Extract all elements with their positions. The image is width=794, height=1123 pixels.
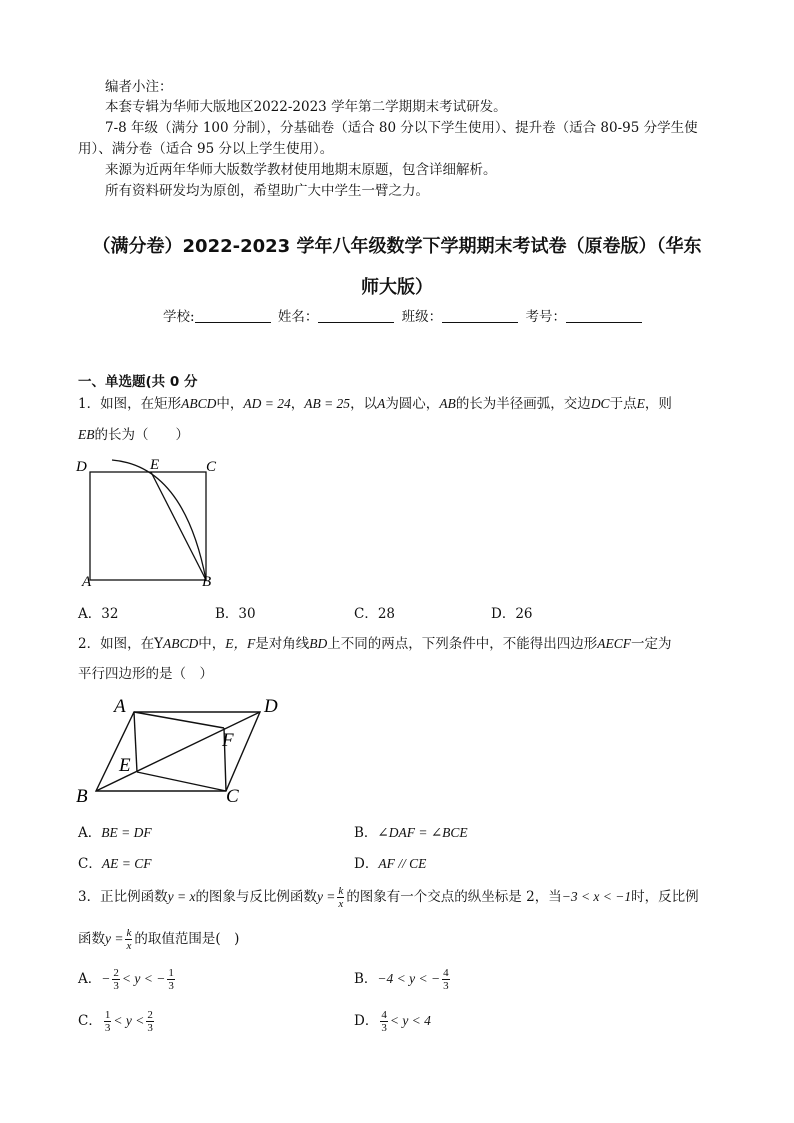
arc-from-a	[112, 460, 206, 580]
label-b: B	[76, 786, 88, 807]
label-c: C	[206, 459, 217, 475]
q1-line-2: EB的长为（ ）	[78, 427, 189, 443]
q2-line-1: 2．如图，在YABCD中，E，F是对角线BD上不同的两点，下列条件中，不能得出四边形AECF一定为	[78, 636, 672, 652]
exam-title-line-2: 师大版）	[361, 277, 433, 298]
q1-line-1: 1．如图，在矩形ABCD中，AD = 24，AB = 25，以A为圆心，AB的长为半径画弧，交边DC于点E，则	[78, 396, 672, 412]
q2-option-d[interactable]: D．AF // CE	[354, 856, 427, 872]
preface-line-1: 编者小注：	[105, 79, 173, 95]
segment-ec	[137, 772, 226, 791]
class-blank[interactable]	[442, 308, 518, 323]
rectangle-abcd	[90, 472, 206, 580]
q1-option-b[interactable]: B．30	[215, 606, 256, 622]
q3-option-d[interactable]: D． $\frac{4}{3}$ < y < 4	[354, 1009, 431, 1034]
label-e: E	[150, 457, 160, 473]
diagonal-bd	[96, 712, 260, 791]
name-label: 姓名：	[277, 309, 319, 325]
segment-af	[134, 712, 224, 728]
student-info-fields	[163, 305, 645, 325]
number-blank[interactable]	[566, 308, 642, 323]
label-a: A	[82, 574, 92, 590]
q1-option-c[interactable]: C．28	[354, 606, 396, 622]
q3-option-a[interactable]: A．− $\frac{2}{3}$ < y < − $\frac{1}{3}$	[78, 967, 174, 992]
q3-line-1: 3．正比例函数y = x的图象与反比例函数y = $\frac{k}{x}$ 的图象有一个交点的纵坐标是 2，当−3 < x < −1时，反比例	[78, 885, 699, 910]
label-a: A	[114, 696, 126, 717]
label-b: B	[202, 574, 212, 590]
number-label: 考号：	[525, 309, 566, 325]
q1-option-a[interactable]: A．32	[78, 606, 119, 622]
preface-line-3: 7-8 年级（满分 100 分制），分基础卷（适合 80 分以下学生使用）、提升卷（适合 80-95 分学生使	[105, 120, 698, 136]
label-c: C	[226, 786, 239, 807]
class-label: 班级：	[401, 309, 443, 325]
preface-line-5: 来源为近两年华师大版数学教材使用地期末原题，包含详细解析。	[105, 162, 497, 178]
preface-line-2: 本套专辑为华师大版地区2022-2023 学年第二学期期末考试研发。	[105, 99, 507, 115]
label-e: E	[119, 755, 131, 776]
segment-eb	[151, 472, 206, 580]
label-f: F	[222, 730, 234, 751]
q2-option-b[interactable]: B．∠DAF = ∠BCE	[354, 825, 468, 841]
q2-option-a[interactable]: A．BE = DF	[78, 825, 152, 841]
label-d: D	[264, 696, 278, 717]
q1-option-d[interactable]: D．26	[491, 606, 533, 622]
q2-line-2: 平行四边形的是（ ）	[78, 666, 213, 682]
q3-option-b[interactable]: B．−4 < y < − $\frac{4}{3}$	[354, 967, 449, 992]
name-blank[interactable]	[318, 308, 394, 323]
preface-line-4: 用）、满分卷（适合 95 分以上学生使用）。	[78, 141, 334, 157]
q1-figure	[72, 452, 232, 592]
exam-title-line-1: （满分卷）2022-2023 学年八年级数学下学期期末考试卷（原卷版）（华东	[92, 236, 702, 257]
preface-line-6: 所有资料研发均为原创，希望助广大中学生一臂之力。	[105, 183, 429, 199]
label-d: D	[76, 459, 87, 475]
q2-figure	[72, 690, 292, 815]
section-heading: 一、单选题(共 0 分	[78, 374, 198, 390]
segment-ae	[134, 712, 137, 772]
school-blank[interactable]	[195, 308, 271, 323]
q2-option-c[interactable]: C．AE = CF	[78, 856, 152, 872]
q3-option-c[interactable]: C． $\frac{1}{3}$ < y < $\frac{2}{3}$	[78, 1009, 153, 1034]
q3-line-2: 函数y = $\frac{k}{x}$ 的取值范围是( )	[78, 927, 240, 952]
school-label: 学校:	[163, 309, 195, 325]
